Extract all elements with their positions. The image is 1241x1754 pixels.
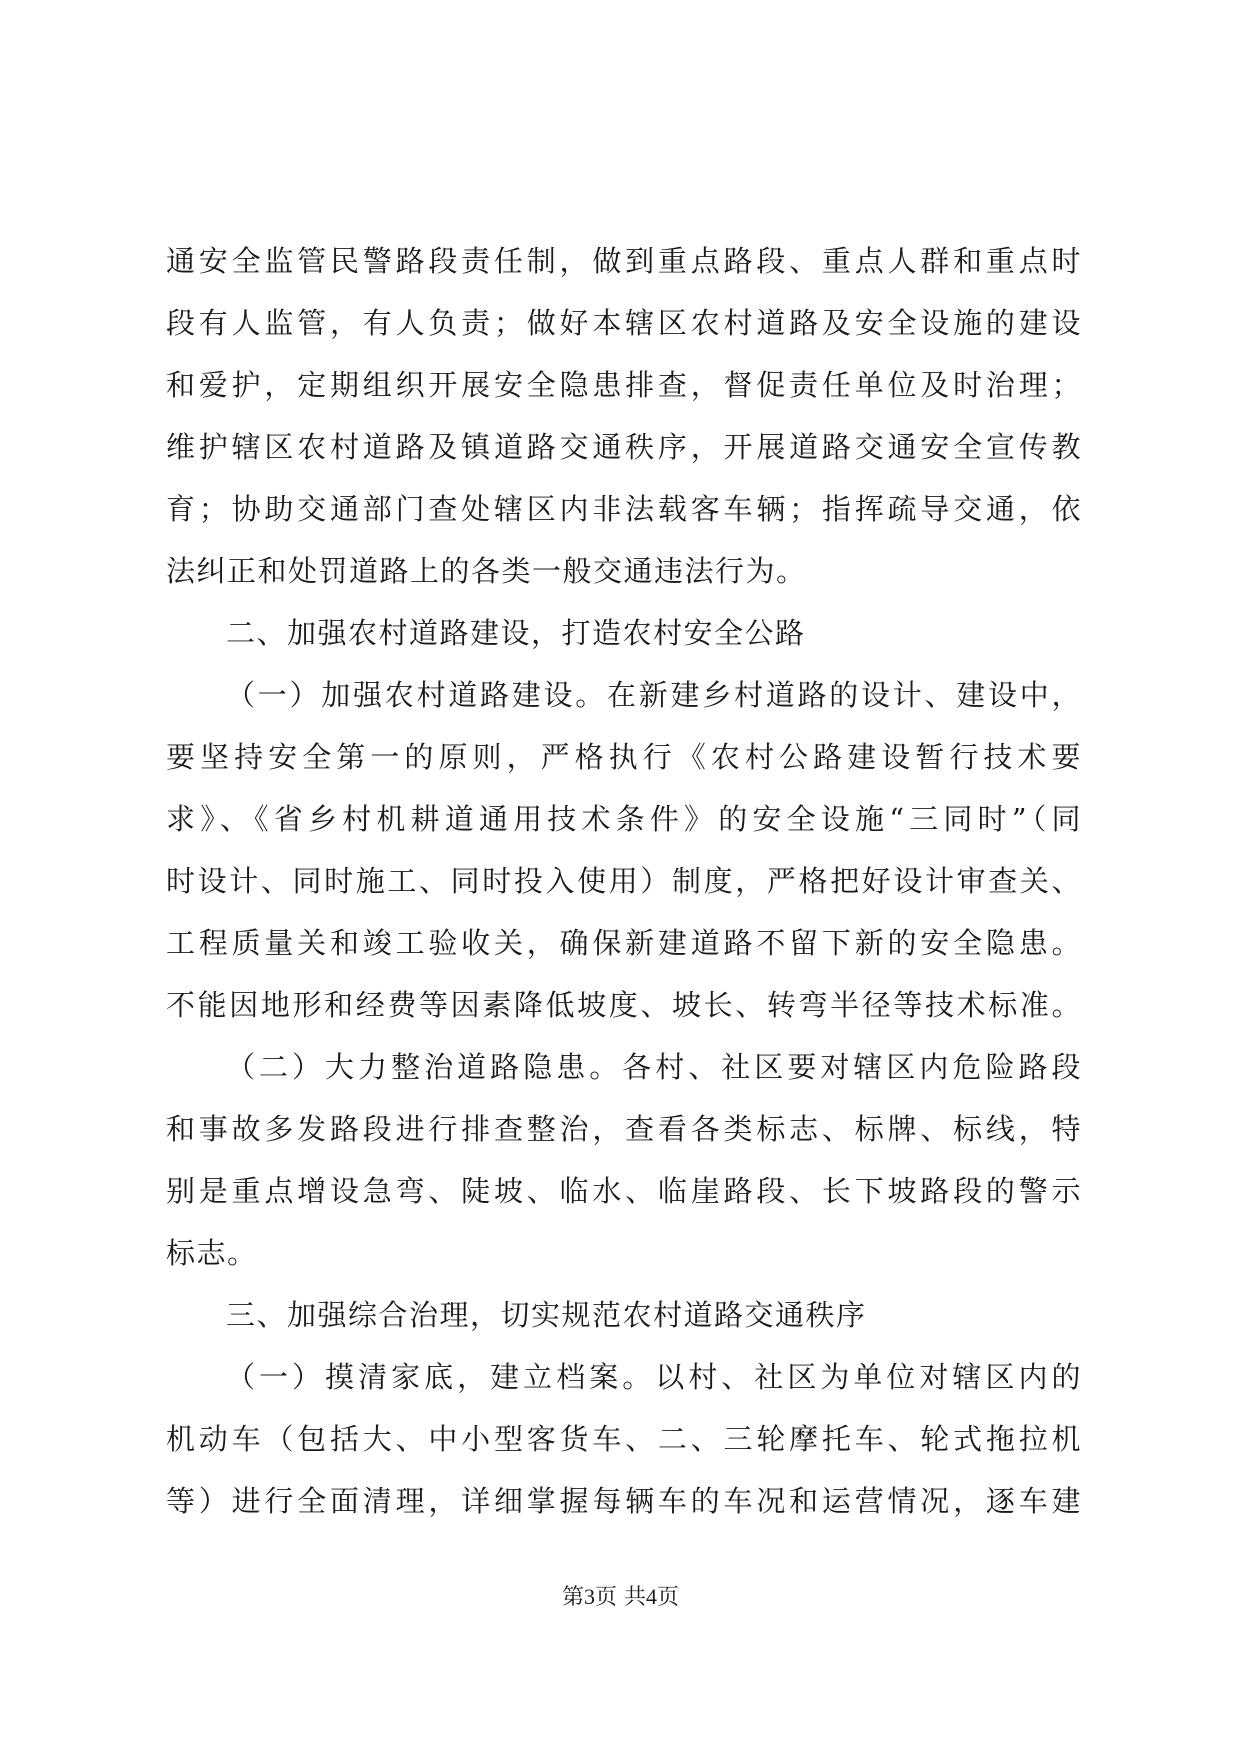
text-line: 标志。 bbox=[166, 1236, 258, 1270]
text-line: 要坚持安全第一的原则，严格执行《农村公路建设暂行技术要 bbox=[166, 740, 1082, 774]
text-line: 二、加强农村道路建设，打造农村安全公路 bbox=[226, 616, 806, 650]
text-line: （一）摸清家底，建立档案。以村、社区为单位对辖区内的 bbox=[226, 1360, 1082, 1394]
footer-prefix: 第 bbox=[561, 1585, 584, 1610]
current-page-number: 3 bbox=[584, 1584, 595, 1609]
text-line: 和爱护，定期组织开展安全隐患排查，督促责任单位及时治理； bbox=[166, 368, 1082, 402]
text-line: 段有人监管，有人负责；做好本辖区农村道路及安全设施的建设 bbox=[166, 306, 1082, 340]
text-line: 通安全监管民警路段责任制，做到重点路段、重点人群和重点时 bbox=[166, 244, 1082, 278]
page-footer bbox=[0, 1582, 1241, 1613]
text-line: 时设计、同时施工、同时投入使用）制度，严格把好设计审查关、 bbox=[166, 864, 1082, 898]
text-line: 等）进行全面清理，详细掌握每辆车的车况和运营情况，逐车建 bbox=[166, 1484, 1082, 1518]
text-line: 别是重点增设急弯、陡坡、临水、临崖路段、长下坡路段的警示 bbox=[166, 1174, 1082, 1208]
text-line: 育；协助交通部门查处辖区内非法载客车辆；指挥疏导交通，依 bbox=[166, 492, 1082, 526]
text-line: 维护辖区农村道路及镇道路交通秩序，开展道路交通安全宣传教 bbox=[166, 430, 1082, 464]
text-line: 三、加强综合治理，切实规范农村道路交通秩序 bbox=[226, 1298, 867, 1332]
total-page-number: 4 bbox=[646, 1584, 657, 1609]
footer-middle: 页 共 bbox=[595, 1585, 646, 1610]
text-line: 法纠正和处罚道路上的各类一般交通违法行为。 bbox=[166, 554, 807, 588]
text-line: 工程质量关和竣工验收关，确保新建道路不留下新的安全隐患。 bbox=[166, 926, 1082, 960]
footer-suffix: 页 bbox=[657, 1585, 680, 1610]
text-line: 求》、《省乡村机耕道通用技术条件》的安全设施“三同时”（同 bbox=[166, 802, 1082, 836]
text-line: 不能因地形和经费等因素降低坡度、坡长、转弯半径等技术标准。 bbox=[166, 988, 1082, 1022]
text-line: 和事故多发路段进行排查整治，查看各类标志、标牌、标线，特 bbox=[166, 1112, 1082, 1146]
text-line: （一）加强农村道路建设。在新建乡村道路的设计、建设中， bbox=[226, 678, 1082, 712]
text-line: 机动车（包括大、中小型客货车、二、三轮摩托车、轮式拖拉机 bbox=[166, 1422, 1082, 1456]
document-body bbox=[166, 230, 1082, 1532]
text-line: （二）大力整治道路隐患。各村、社区要对辖区内危险路段 bbox=[226, 1050, 1082, 1084]
